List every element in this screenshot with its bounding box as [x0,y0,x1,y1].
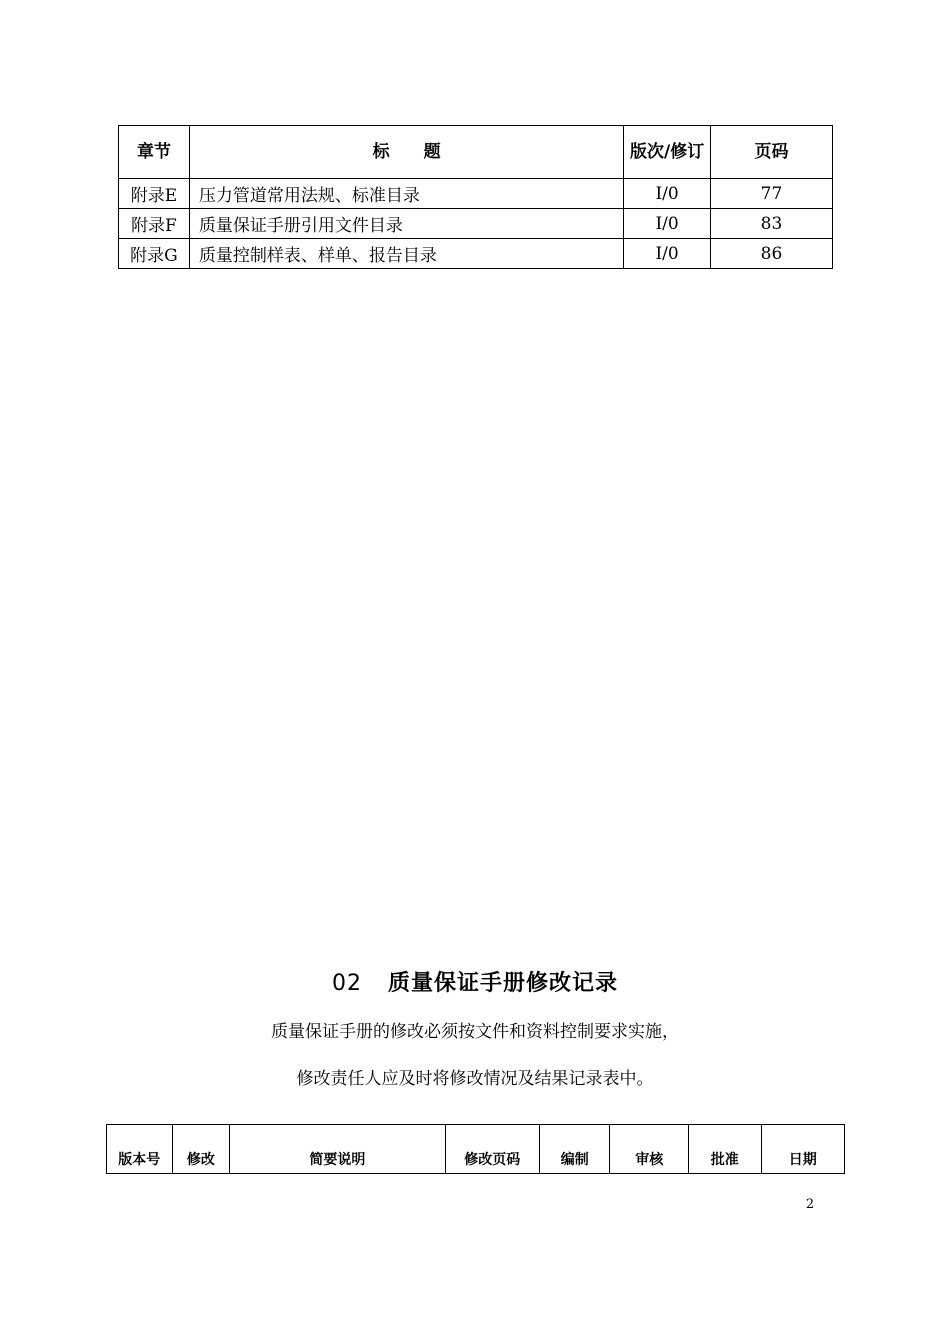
page-number: 2 [805,1197,815,1212]
toc-chapter-cell: 附录G [119,239,190,269]
toc-version-cell: Ⅰ/0 [624,239,711,269]
rev-header-prepared: 编制 [539,1125,610,1174]
toc-header-chapter: 章节 [119,126,190,179]
rev-header-revision: 修改 [172,1125,230,1174]
table-row [119,239,833,269]
rev-header-summary: 简要说明 [230,1125,445,1174]
toc-header-row [119,126,833,179]
toc-table [118,125,833,269]
toc-chapter-cell: 附录F [119,209,190,239]
toc-page-cell: 83 [710,209,832,239]
toc-title-cell: 压力管道常用法规、标准目录 [189,179,623,209]
section-note-line-1: 质量保证手册的修改必须按文件和资料控制要求实施， [271,1022,679,1042]
revision-header-row [107,1125,845,1174]
section-note-line-2: 修改责任人应及时将修改情况及结果记录表中。 [296,1069,654,1089]
toc-title-cell: 质量保证手册引用文件目录 [189,209,623,239]
toc-header-version: 版次/修订 [624,126,711,179]
section-title: 质量保证手册修改记录 [387,971,618,996]
rev-header-pages: 修改页码 [445,1125,539,1174]
rev-header-reviewed: 审核 [610,1125,688,1174]
table-row [119,209,833,239]
toc-header-title: 标 题 [189,126,623,179]
table-row [119,179,833,209]
toc-page-cell: 77 [710,179,832,209]
rev-header-version: 版本号 [107,1125,173,1174]
section-heading [0,966,950,997]
toc-version-cell: Ⅰ/0 [624,179,711,209]
toc-page-cell: 86 [710,239,832,269]
toc-chapter-cell: 附录E [119,179,190,209]
toc-version-cell: Ⅰ/0 [624,209,711,239]
section-number: 02 [331,971,362,996]
rev-header-approved: 批准 [688,1125,761,1174]
toc-title-cell: 质量控制样表、样单、报告目录 [189,239,623,269]
rev-header-date: 日期 [761,1125,845,1174]
toc-header-page: 页码 [710,126,832,179]
revision-record-table [106,1124,845,1174]
